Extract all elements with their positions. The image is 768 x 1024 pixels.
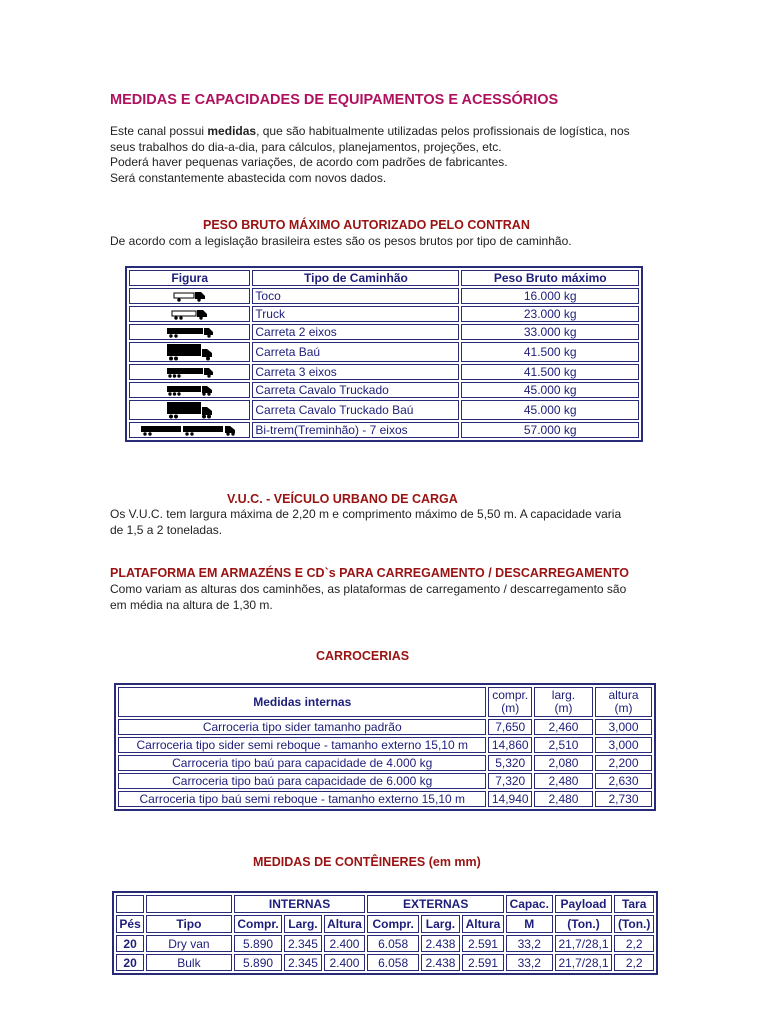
- container-pes: 20: [116, 935, 144, 952]
- sub-int-larg: Larg.: [284, 915, 321, 933]
- container-capac: 33,2: [506, 935, 553, 952]
- sub-ext-altura: Altura: [462, 915, 504, 933]
- carreta-2-eixos-icon: [129, 324, 250, 340]
- container-payload: 21,7/28,1: [555, 935, 613, 952]
- carroceria-larg: 2,510: [534, 737, 593, 753]
- plataforma-line-2: em média na altura de 1,30 m.: [110, 597, 273, 612]
- group-externas: EXTERNAS: [367, 895, 504, 913]
- table-row: [116, 935, 654, 952]
- carroceria-larg: 2,480: [534, 791, 593, 807]
- carreta-3-eixos-icon: [129, 364, 250, 380]
- truck-type: Carreta Cavalo Truckado: [252, 382, 459, 398]
- header-compr-label: compr.: [492, 688, 529, 702]
- table-row: [129, 342, 639, 362]
- table-row: [118, 791, 652, 807]
- carrocerias-header-altura: [595, 687, 652, 717]
- peso-header-tipo: Tipo de Caminhão: [252, 270, 459, 286]
- carroceria-compr: 14,940: [488, 791, 531, 807]
- truck-weight: 41.500 kg: [461, 342, 639, 362]
- carrocerias-header-compr: [488, 687, 531, 717]
- header-compr-unit: (m): [501, 701, 520, 715]
- container-ext-compr: 6.058: [367, 954, 418, 971]
- container-int-compr: 5.890: [234, 935, 283, 952]
- table-row: [129, 364, 639, 380]
- carroceria-altura: 2,200: [595, 755, 652, 771]
- carroceria-desc: Carroceria tipo baú para capacidade de 6.000 kg: [118, 773, 486, 789]
- truck-weight: 16.000 kg: [461, 288, 639, 304]
- sub-int-altura: Altura: [324, 915, 366, 933]
- truck-weight: 23.000 kg: [461, 306, 639, 322]
- truck-weight: 57.000 kg: [461, 422, 639, 438]
- sub-int-compr: Compr.: [234, 915, 283, 933]
- container-ext-altura: 2.591: [462, 935, 504, 952]
- truck-weight: 33.000 kg: [461, 324, 639, 340]
- sub-tara: (Ton.): [614, 915, 654, 933]
- intro-text: [110, 124, 670, 186]
- sub-tipo: Tipo: [146, 915, 231, 933]
- table-row: [118, 755, 652, 771]
- vuc-line-2: de 1,5 a 2 toneladas.: [110, 522, 223, 537]
- sub-pes: Pés: [116, 915, 144, 933]
- container-tara: 2,2: [614, 935, 654, 952]
- plataforma-line-1: Como variam as alturas dos caminhões, as plataformas de carregamento / descarregamento são: [110, 582, 627, 596]
- conteineres-heading: MEDIDAS DE CONTÊINERES (em mm): [253, 855, 481, 869]
- plataforma-heading: PLATAFORMA EM ARMAZÉNS E CD`s PARA CARREGAMENTO / DESCARREGAMENTO: [110, 566, 629, 580]
- container-pes: 20: [116, 954, 144, 971]
- carrocerias-header-medidas: Medidas internas: [118, 687, 486, 717]
- vuc-text: [110, 507, 621, 538]
- truck-weight: 45.000 kg: [461, 400, 639, 420]
- truck-type: Bi-trem(Treminhão) - 7 eixos: [252, 422, 459, 438]
- intro-line-1a: Este canal possui: [110, 124, 208, 138]
- carrocerias-header-larg: [534, 687, 593, 717]
- toco-truck-icon: [129, 288, 250, 304]
- bi-trem-icon: [129, 422, 250, 438]
- table-row: [116, 954, 654, 971]
- carreta-cavalo-truckado-bau-icon: [129, 400, 250, 420]
- group-internas: INTERNAS: [234, 895, 366, 913]
- peso-header-figura: Figura: [129, 270, 250, 286]
- container-tipo: Bulk: [146, 954, 231, 971]
- carroceria-desc: Carroceria tipo baú semi reboque - tamanho externo 15,10 m: [118, 791, 486, 807]
- truck-type: Carreta Baú: [252, 342, 459, 362]
- empty-cell: [146, 895, 231, 913]
- truck-type: Carreta Cavalo Truckado Baú: [252, 400, 459, 420]
- truck-type: Truck: [252, 306, 459, 322]
- sub-payload: (Ton.): [555, 915, 613, 933]
- table-row: [129, 422, 639, 438]
- carreta-bau-icon: [129, 342, 250, 362]
- carroceria-altura: 3,000: [595, 737, 652, 753]
- header-payload: Payload: [555, 895, 613, 913]
- header-altura-unit: (m): [614, 701, 633, 715]
- header-larg-unit: (m): [554, 701, 573, 715]
- page-title: MEDIDAS E CAPACIDADES DE EQUIPAMENTOS E ACESSÓRIOS: [110, 92, 559, 108]
- container-ext-larg: 2.438: [421, 954, 460, 971]
- intro-line-1b: , que são habitualmente utilizadas pelos profissionais de logística, nos: [256, 124, 630, 138]
- container-int-altura: 2.400: [324, 954, 366, 971]
- carrocerias-table: [114, 683, 656, 811]
- table-row: [129, 306, 639, 322]
- container-tara: 2,2: [614, 954, 654, 971]
- carroceria-desc: Carroceria tipo sider tamanho padrão: [118, 719, 486, 735]
- truck-icon: [129, 306, 250, 322]
- header-altura-label: altura: [608, 688, 639, 702]
- sub-capac: M: [506, 915, 553, 933]
- container-ext-altura: 2.591: [462, 954, 504, 971]
- truck-weight: 45.000 kg: [461, 382, 639, 398]
- carrocerias-heading: CARROCERIAS: [316, 649, 410, 663]
- vuc-heading: V.U.C. - VEÍCULO URBANO DE CARGA: [227, 492, 458, 506]
- intro-bold-medidas: medidas: [207, 124, 257, 138]
- intro-line-2: seus trabalhos do dia-a-dia, para cálculos, planejamentos, projeções, etc.: [110, 139, 502, 154]
- peso-table: [125, 266, 643, 442]
- peso-heading: PESO BRUTO MÁXIMO AUTORIZADO PELO CONTRAN: [203, 218, 530, 232]
- truck-weight: 41.500 kg: [461, 364, 639, 380]
- carroceria-larg: 2,460: [534, 719, 593, 735]
- table-row: [118, 719, 652, 735]
- carroceria-altura: 2,730: [595, 791, 652, 807]
- intro-line-4: Será constantemente abastecida com novos dados.: [110, 170, 387, 185]
- container-int-larg: 2.345: [284, 935, 321, 952]
- vuc-line-1: Os V.U.C. tem largura máxima de 2,20 m e comprimento máximo de 5,50 m. A capacidade varia: [110, 507, 622, 521]
- peso-header-peso: Peso Bruto máximo: [461, 270, 639, 286]
- container-int-compr: 5.890: [234, 954, 283, 971]
- carroceria-compr: 5,320: [488, 755, 531, 771]
- carroceria-desc: Carroceria tipo baú para capacidade de 4.000 kg: [118, 755, 486, 771]
- truck-type: Toco: [252, 288, 459, 304]
- table-row: [129, 400, 639, 420]
- carroceria-compr: 7,320: [488, 773, 531, 789]
- sub-ext-larg: Larg.: [421, 915, 460, 933]
- truck-type: Carreta 2 eixos: [252, 324, 459, 340]
- container-ext-compr: 6.058: [367, 935, 418, 952]
- table-row: [129, 288, 639, 304]
- table-row: [129, 382, 639, 398]
- empty-cell: [116, 895, 144, 913]
- container-int-altura: 2.400: [324, 935, 366, 952]
- table-row: [118, 737, 652, 753]
- carreta-cavalo-truckado-icon: [129, 382, 250, 398]
- container-tipo: Dry van: [146, 935, 231, 952]
- plataforma-text: [110, 582, 626, 613]
- container-int-larg: 2.345: [284, 954, 321, 971]
- intro-line-3: Poderá haver pequenas variações, de acordo com padrões de fabricantes.: [110, 155, 508, 169]
- header-capac: Capac.: [506, 895, 553, 913]
- container-capac: 33,2: [506, 954, 553, 971]
- table-row: [129, 324, 639, 340]
- carroceria-compr: 7,650: [488, 719, 531, 735]
- table-row: [118, 773, 652, 789]
- carroceria-desc: Carroceria tipo sider semi reboque - tamanho externo 15,10 m: [118, 737, 486, 753]
- container-ext-larg: 2.438: [421, 935, 460, 952]
- conteineres-table: [112, 891, 658, 975]
- carroceria-larg: 2,080: [534, 755, 593, 771]
- carroceria-larg: 2,480: [534, 773, 593, 789]
- carroceria-compr: 14,860: [488, 737, 531, 753]
- peso-description: De acordo com a legislação brasileira estes são os pesos brutos por tipo de caminhão.: [110, 234, 572, 248]
- container-payload: 21,7/28,1: [555, 954, 613, 971]
- truck-type: Carreta 3 eixos: [252, 364, 459, 380]
- carroceria-altura: 3,000: [595, 719, 652, 735]
- sub-ext-compr: Compr.: [367, 915, 418, 933]
- carroceria-altura: 2,630: [595, 773, 652, 789]
- header-tara: Tara: [614, 895, 654, 913]
- header-larg-label: larg.: [551, 688, 576, 702]
